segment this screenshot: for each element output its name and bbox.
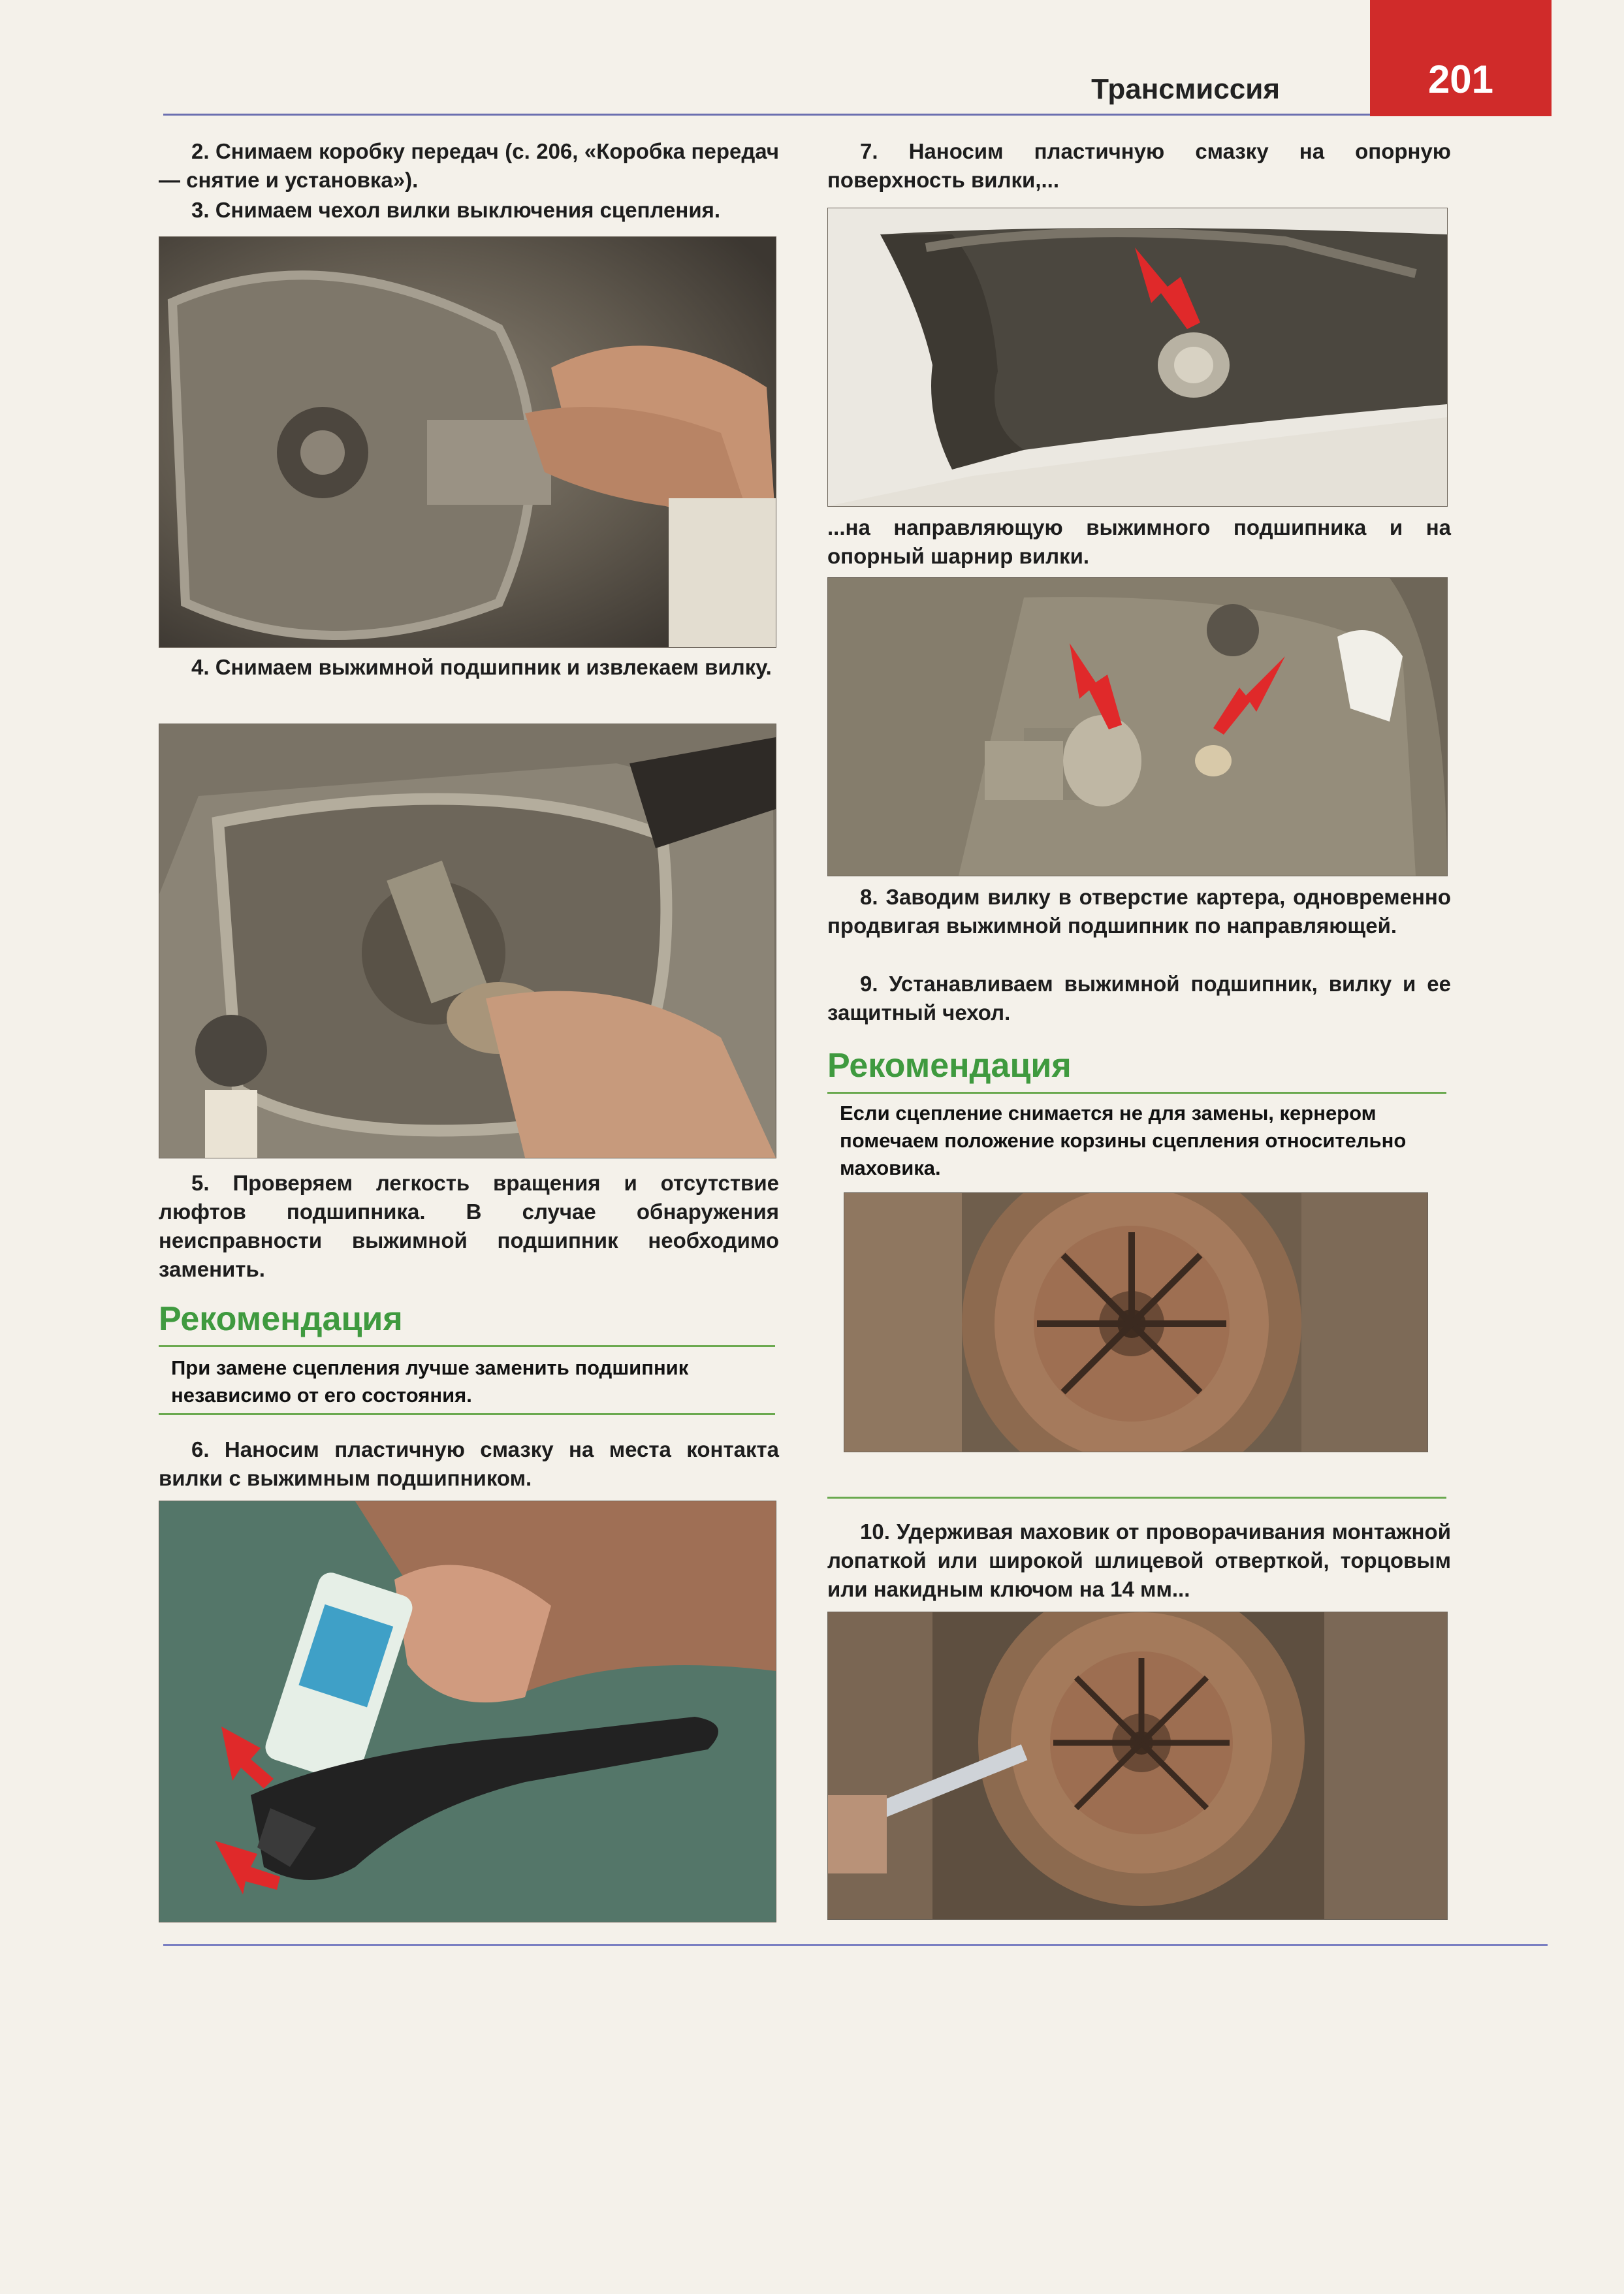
recommendation-rule-right [827, 1092, 1446, 1094]
step-5: 5. Проверяем легкость вращения и отсутствие люфтов подшипника. В случае обнаружения неисправности выжимной подшипник необходимо заменить. [159, 1171, 779, 1281]
recommendation-heading-left: Рекомендация [159, 1300, 403, 1338]
step-6: 6. Наносим пластичную смазку на места контакта вилки с выжимным подшипником. [159, 1437, 779, 1490]
photo-guide-and-pivot [827, 577, 1448, 876]
recommendation-heading-right: Рекомендация [827, 1047, 1072, 1085]
footer-rule [163, 1944, 1548, 1946]
step-4: 4. Снимаем выжимной подшипник и извлекаем вилку. [191, 655, 772, 679]
header-rule [163, 114, 1371, 116]
recommendation-rule-left-bottom [159, 1413, 775, 1415]
step-7: 7. Наносим пластичную смазку на опорную поверхность вилки,... [827, 139, 1451, 192]
step-10: 10. Удерживая маховик от проворачивания монтажной лопаткой или широкой шлицевой отверткой, торцовым или накидным ключом на 14 мм... [827, 1520, 1451, 1601]
photo-flywheel-holding [827, 1612, 1448, 1920]
step-2: 2. Снимаем коробку передач (с. 206, «Коробка передач — снятие и установка»). [159, 139, 779, 192]
photo-clutch-mark [844, 1192, 1428, 1452]
recommendation-rule-left [159, 1345, 775, 1347]
recommendation-text-right: Если сцепление снимается не для замены, кернером помечаем положение корзины сцепления относительно маховика. [840, 1102, 1407, 1179]
page-header [163, 65, 1371, 118]
step-9: 9. Устанавливаем выжимной подшипник, вилку и ее защитный чехол. [827, 972, 1451, 1025]
section-title: Трансмиссия [1091, 73, 1280, 105]
photo-bearing-removal [159, 724, 776, 1158]
photo-gearbox-boot [159, 236, 776, 648]
step-7-continued: ...на направляющую выжимного подшипника и на опорный шарнир вилки. [827, 515, 1451, 568]
step-8: 8. Заводим вилку в отверстие картера, одновременно продвигая выжимной подшипник по направляющей. [827, 885, 1451, 938]
recommendation-rule-right-bottom [827, 1497, 1446, 1499]
photo-lubricating-fork [159, 1501, 776, 1922]
step-3: 3. Снимаем чехол вилки выключения сцепления. [191, 198, 721, 222]
page-number: 201 [1370, 0, 1552, 116]
photo-fork-contact-surface [827, 208, 1448, 507]
recommendation-text-left: При замене сцепления лучше заменить подшипник независимо от его состояния. [171, 1356, 689, 1407]
